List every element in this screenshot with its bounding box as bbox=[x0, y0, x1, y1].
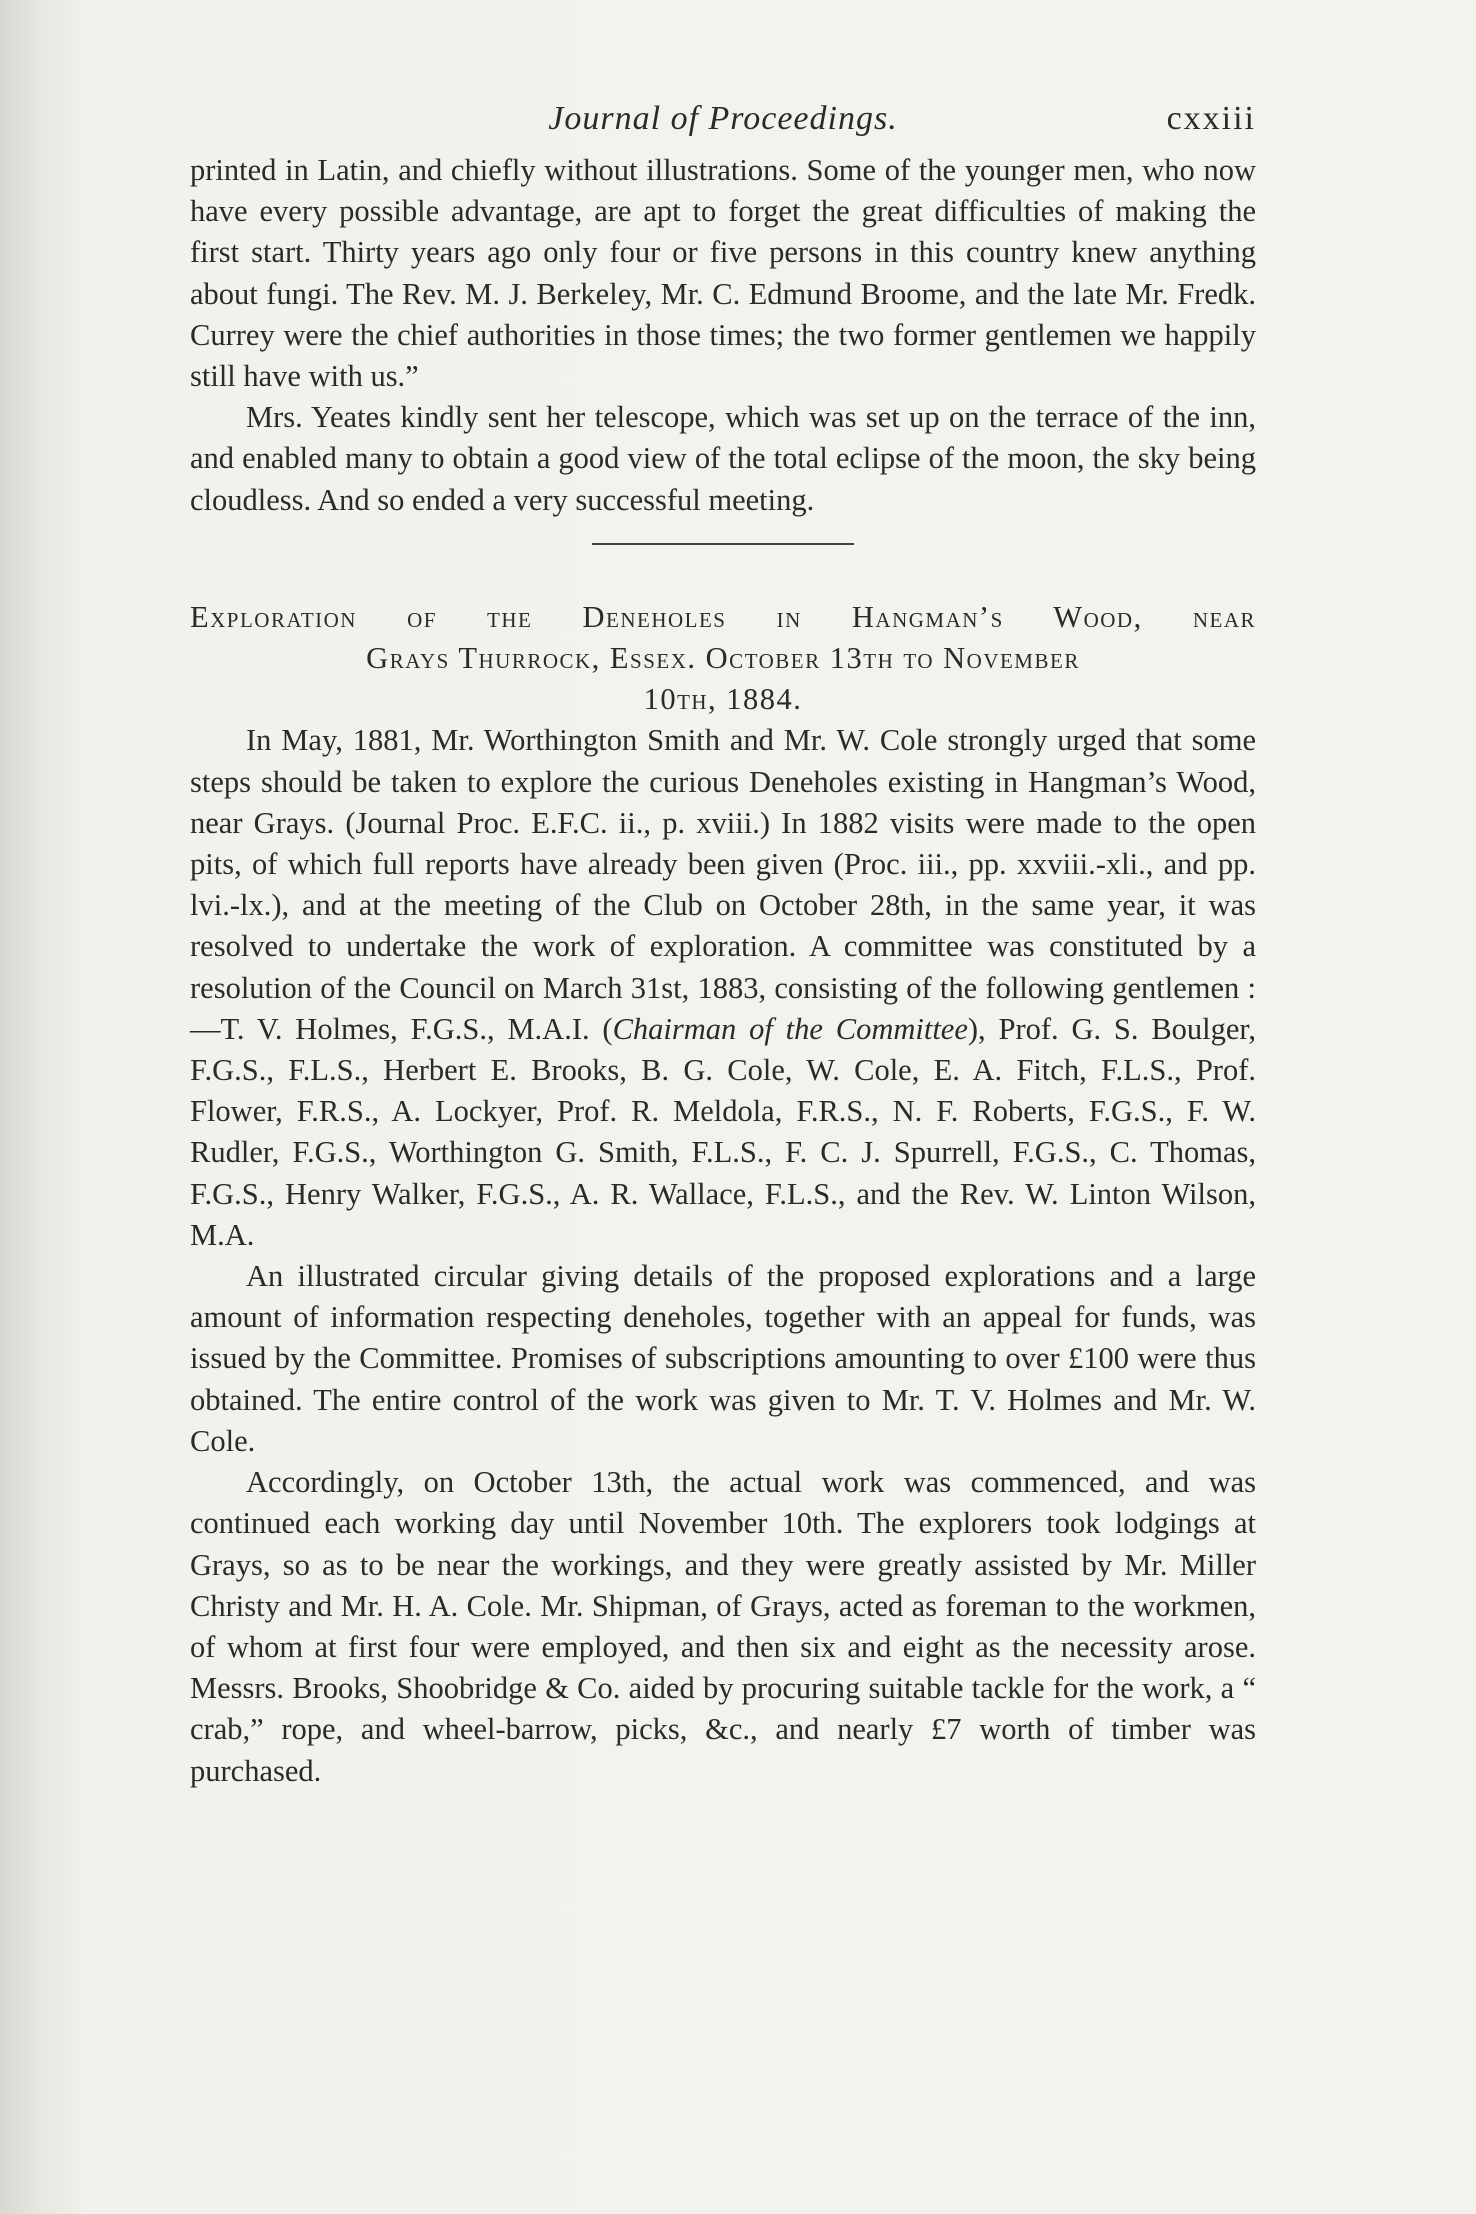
section-heading-line-2: Grays Thurrock, Essex. October 13th to November bbox=[366, 641, 1080, 676]
paragraph-work-commenced: Accordingly, on October 13th, the actual work was commenced, and was continued each working day until November 10th. The explorers took lodgings at Grays, so as to be near the workings, and they were greatly assisted by Mr. Miller Christy and Mr. H. A. Cole. Mr. Shipman, of Grays, acted as foreman to the workmen, of whom at first four were employed, and then six and eight as the necessity arose. Messrs. Brooks, Shoobridge & Co. aided by procuring suitable tackle for the work, a “ crab,” rope, and wheel-barrow, picks, &c., and nearly £7 worth of timber was purchased. bbox=[190, 1465, 1256, 1788]
page-number: cxxiii bbox=[1166, 100, 1256, 137]
paragraph-telescope: Mrs. Yeates kindly sent her telescope, which was set up on the terrace of the inn, and enabled many to obtain a good view of the total eclipse of the moon, the sky being cloudless. And so ended a very successful meeting. bbox=[190, 400, 1256, 517]
paragraph-committee-italic: Chairman of the Committee bbox=[612, 1011, 968, 1046]
paragraph-committee-text: In May, 1881, Mr. Worthington Smith and Mr. W. Cole strongly urged that some steps should be taken to explore the curious Deneholes existing in Hangman’s Wood, near Grays. (Journal Proc. E.F.C. ii., p. xviii.) In 1882 visits were made to the open pits, of which full reports have already been given (Proc. iii., pp. xxviii.-xli., and pp. lvi.-lx.), and at the meeting of the Club on October 28th, in the same year, it was resolved to undertake the work of exploration. A committee was constituted by a resolution of the Council on March 31st, 1883, consisting of the following gentlemen :—T. V. Holmes, F.G.S., M.A.I. ( bbox=[190, 723, 1256, 1046]
paragraph-circular: An illustrated circular giving details of the proposed explorations and a large amount of information respecting deneholes, together with an appeal for funds, was issued by the Committee. Promises of subscriptions amounting to over £100 were thus obtained. The entire control of the work was given to Mr. T. V. Holmes and Mr. W. Cole. bbox=[190, 1259, 1256, 1458]
text-block bbox=[190, 90, 1256, 1792]
paragraph-committee-rest: ), Prof. G. S. Boulger, F.G.S., F.L.S., Herbert E. Brooks, B. G. Cole, W. Cole, E. A. Fitch, F.L.S., Prof. Flower, F.R.S., A. Lockyer, Prof. R. Meldola, F.R.S., N. F. Roberts, F.G.S., F. W. Rudler, F.G.S., Worthington G. Smith, F.L.S., F. C. J. Spurrell, F.G.S., C. Thomas, F.G.S., Henry Walker, F.G.S., A. R. Wallace, F.L.S., and the Rev. W. Linton Wilson, M.A. bbox=[190, 1011, 1256, 1252]
paragraph-committee bbox=[190, 720, 1256, 1256]
running-head bbox=[190, 90, 1256, 150]
running-title: Journal of Proceedings. bbox=[548, 100, 898, 137]
section-heading-line-1: Exploration of the Deneholes in Hangman’s Wood, near bbox=[190, 599, 1256, 634]
section-heading-line-3: 10th, 1884. bbox=[643, 682, 803, 717]
section-heading bbox=[190, 597, 1256, 721]
paragraph-continued: printed in Latin, and chiefly without illustrations. Some of the younger men, who now have every possible advantage, are apt to forget the great difficulties of making the first start. Thirty years ago only four or five persons in this country knew anything about fungi. The Rev. M. J. Berkeley, Mr. C. Edmund Broome, and the late Mr. Fredk. Currey were the chief authorities in those times; the two former gentlemen we happily still have with us.” bbox=[190, 153, 1256, 394]
section-divider bbox=[592, 543, 854, 545]
